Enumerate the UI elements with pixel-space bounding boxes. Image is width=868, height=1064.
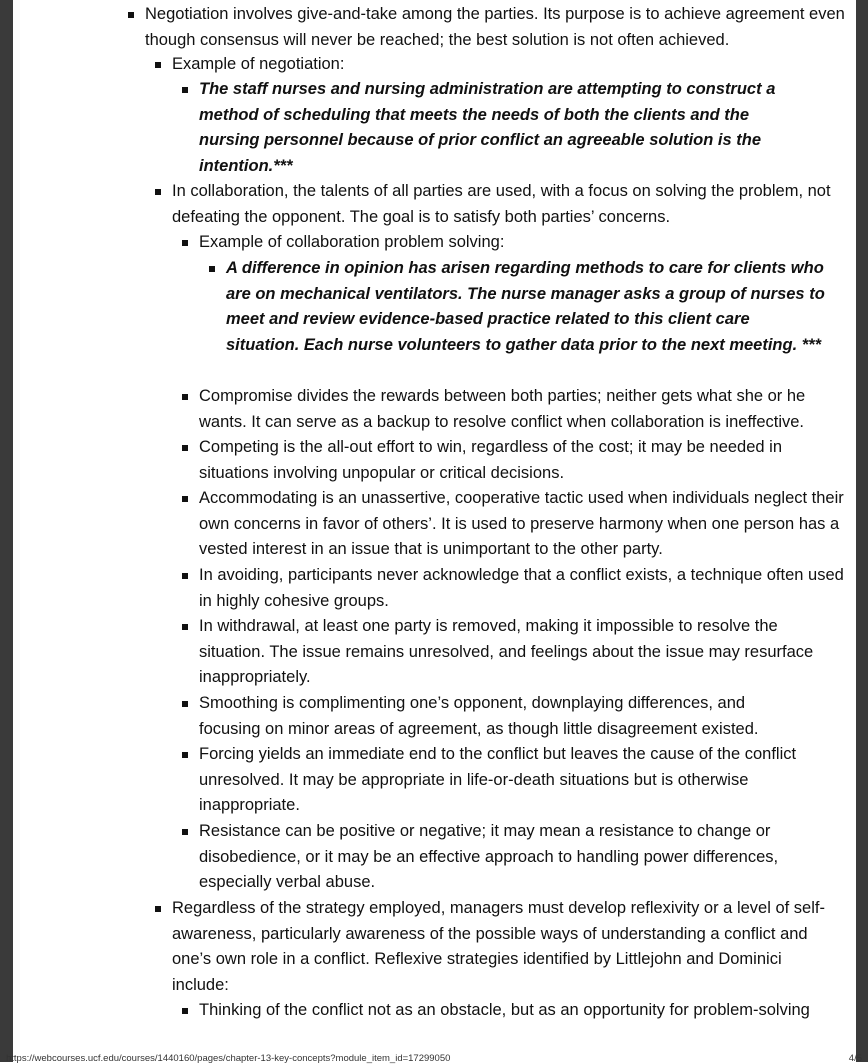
bullet-competing: Competing is the all-out effort to win, regardless of the cost; it may be needed in situations involving unpopular or critical decisions.	[199, 435, 814, 486]
bullet-negotiation: Negotiation involves give-and-take among the parties. Its purpose is to achieve agreement even though consensus will never be reached; the best solution is not often achieved.	[145, 2, 845, 53]
right-page-edge	[856, 0, 868, 1062]
left-page-edge	[0, 0, 13, 1062]
bullet-reflexivity: Regardless of the strategy employed, managers must develop reflexivity or a level of self-awareness, particularly awareness of the possible ways of understanding a conflict and one’s own role in a conflict. Reflexive strategies identified by Littlejohn and Dominici include:	[172, 896, 842, 998]
bullet-withdrawal: In withdrawal, at least one party is removed, making it impossible to resolve the situation. The issue remains unresolved, and feelings about the issue may resurface inappropriately.	[199, 614, 814, 691]
bullet-compromise: Compromise divides the rewards between both parties; neither gets what she or he wants. It can serve as a backup to resolve conflict when collaboration is ineffective.	[199, 384, 839, 435]
footer-url: https://webcourses.ucf.edu/courses/1440160/pages/chapter-13-key-concepts?module_item_id=17299050	[6, 1053, 451, 1064]
bullet-forcing: Forcing yields an immediate end to the conflict but leaves the cause of the conflict unresolved. It may be appropriate in life-or-death situations but is otherwise inappropriate.	[199, 742, 834, 819]
bullet-collaboration-example: A difference in opinion has arisen regarding methods to care for clients who are on mechanical ventilators. The nurse manager asks a group of nurses to meet and review evidence-based practice related to this client care situation. Each nurse volunteers to gather data prior to the next meeting. ***	[226, 256, 826, 358]
bullet-resistance: Resistance can be positive or negative; it may mean a resistance to change or disobedience, or it may be an effective approach to handling power differences, especially verbal abuse.	[199, 819, 814, 896]
bullet-negotiation-example-label: Example of negotiation:	[172, 52, 832, 78]
footer-page-number: 4/5	[848, 1053, 862, 1064]
bullet-negotiation-example: The staff nurses and nursing administration are attempting to construct a method of scheduling that meets the needs of both the clients and the nursing personnel because of prior conflict an agreeable solution is the intention.***	[199, 77, 814, 179]
bullet-reflexive-strategy-1: Thinking of the conflict not as an obstacle, but as an opportunity for problem-solving	[199, 998, 849, 1024]
bullet-avoiding: In avoiding, participants never acknowledge that a conflict exists, a technique often used in highly cohesive groups.	[199, 563, 844, 614]
bullet-collaboration: In collaboration, the talents of all parties are used, with a focus on solving the problem, not defeating the opponent. The goal is to satisfy both parties’ concerns.	[172, 179, 842, 230]
bullet-accommodating: Accommodating is an unassertive, cooperative tactic used when individuals neglect their own concerns in favor of others’. It is used to preserve harmony when one person has a vested interest in an issue that is unimportant to the other party.	[199, 486, 844, 563]
bullet-collaboration-example-label: Example of collaboration problem solving:	[199, 230, 829, 256]
document-page	[13, 0, 856, 1062]
bullet-smoothing: Smoothing is complimenting one’s opponent, downplaying differences, and focusing on minor areas of agreement, as though little disagreement existed.	[199, 691, 799, 742]
